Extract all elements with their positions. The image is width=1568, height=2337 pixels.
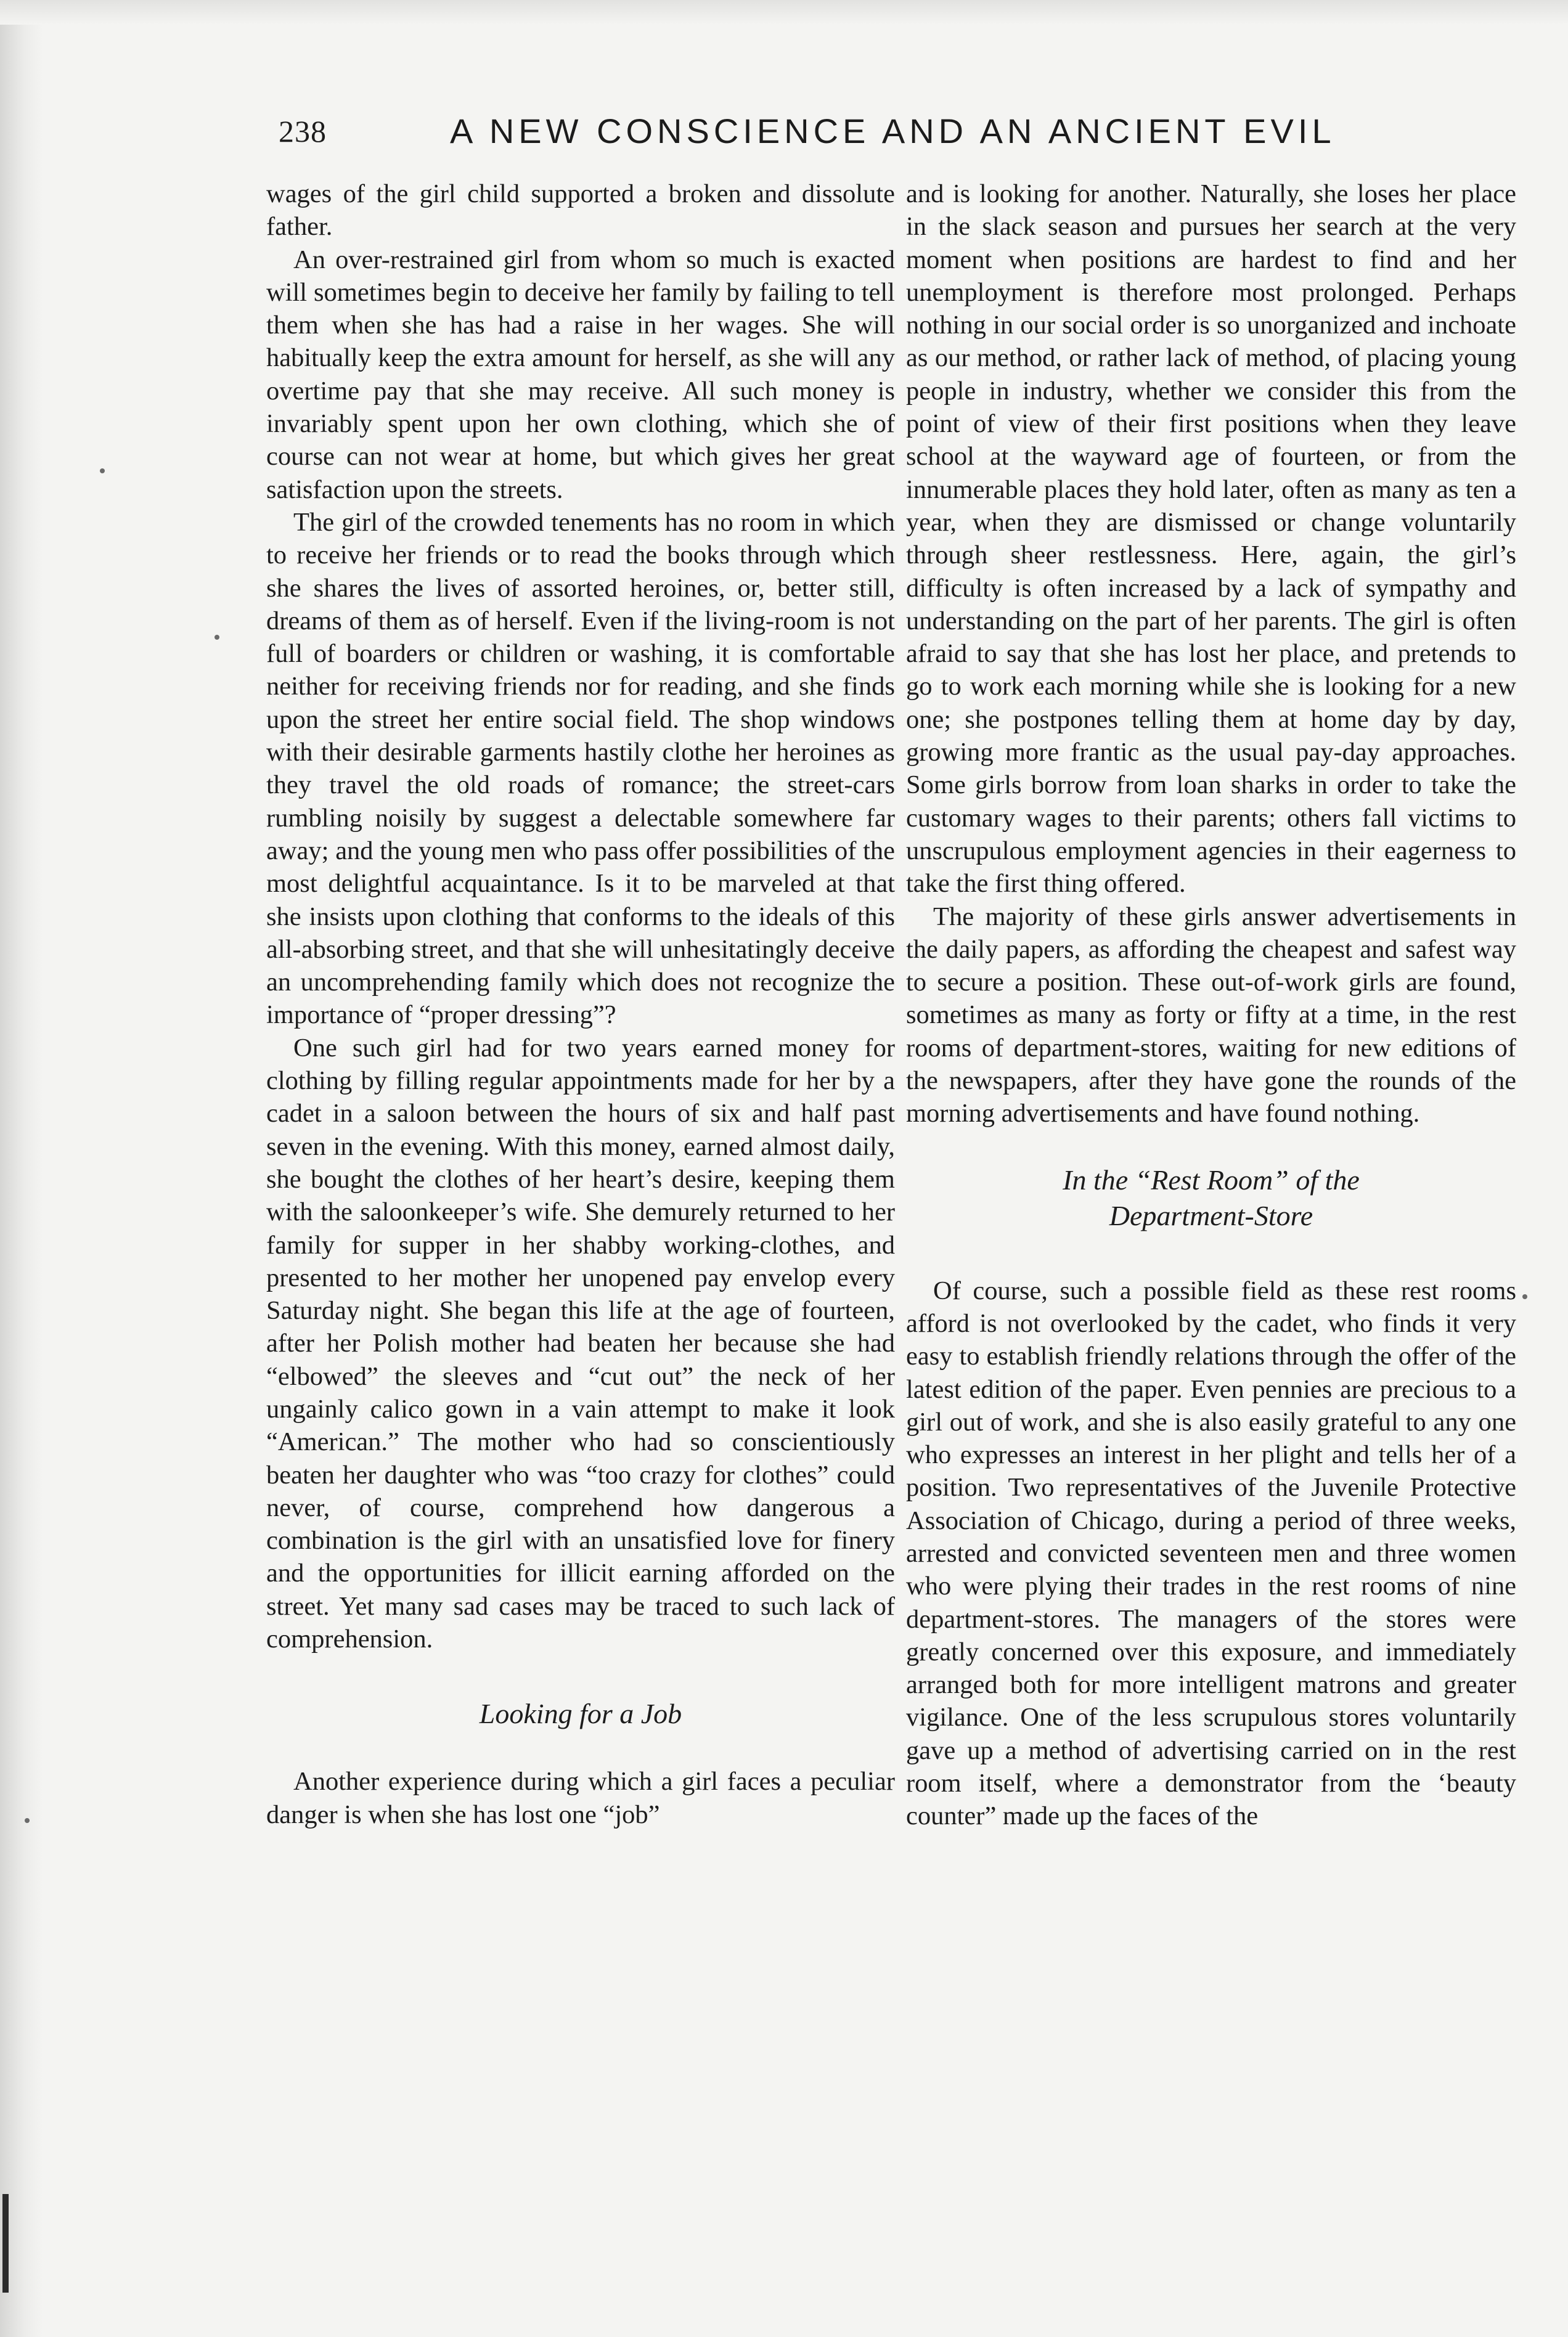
right-paragraph-3: Of course, such a possible field as these rest rooms afford is not overlooked by the cadet, who finds it very easy to establish friendly relations through the offer of the latest edition of the paper. Even pennies are precious to a girl out of work, and she is also easily grateful to any one who expresses an interest in her plight and tells her of a position. Two representatives of the Juvenile Protective Association of Chicago, during a period of three weeks, arrested and convicted seventeen men and three women who were plying their trades in the rest rooms of nine department-stores. The managers of the stores were greatly concerned over this exposure, and immediately arranged both for more intelligent matrons and greater vigilance. One of the less scrupulous stores voluntarily gave up a method of advertising carried on in the rest room itself, where a demonstrator from the ‘beauty counter” made up the faces of the <box>906 1276 1516 1831</box>
subheading-looking-for-a-job: Looking for a Job <box>479 1698 682 1730</box>
left-column <box>266 177 895 1831</box>
margin-speck <box>25 1818 30 1823</box>
subheading-rest-room <box>906 1130 1516 1275</box>
top-edge-shadow <box>0 0 1568 25</box>
margin-speck <box>1522 1294 1527 1299</box>
page-edge-mark <box>2 2194 9 2293</box>
left-paragraph-5: Another experience during which a girl faces a peculiar danger is when she has lost one “job” <box>266 1767 895 1829</box>
right-column <box>906 177 1516 1833</box>
page-header <box>279 105 1363 154</box>
left-paragraph-1: wages of the girl child supported a broken and dissolute father. <box>266 179 895 242</box>
margin-speck <box>214 635 219 640</box>
page-number: 238 <box>279 114 327 149</box>
left-paragraph-4: One such girl had for two years earned money for clothing by filling regular appointments made for her by a cadet in a saloon between the hours of six and half past seven in the evening. With this money, earned almost daily, she bought the clothes of her heart’s desire, keeping them with the saloonkeeper’s wife. She demurely returned to her family for supper in her shabby working-clothes, and presented to her mother her unopened pay envelop every Saturday night. She began this life at the age of fourteen, after her Polish mother had beaten her because she had “elbowed” the sleeves and “cut out” the neck of her ungainly calico gown in a vain attempt to make it look “American.” The mother who had so conscientiously beaten her daughter who was “too crazy for clothes” could never, of course, comprehend how dangerous a combination is the girl with an unsatisfied love for finery and the opportunities for illicit earning afforded on the street. Yet many sad cases may be traced to such lack of comprehension. <box>266 1033 895 1654</box>
left-paragraph-3: The girl of the crowded tenements has no room in which to receive her friends or to read the books through which she shares the lives of assorted heroines, or, better still, dreams of them as of herself. Even if the living-room is not full of boarders or children or washing, it is comfortable neither for receiving friends nor for reading, and she finds upon the street her entire social field. The shop windows with their desirable garments hastily clothe her heroines as they travel the old roads of romance; the street-cars rumbling noisily by suggest a delectable somewhere far away; and the young men who pass offer possibilities of the most delightful acquaintance. Is it to be marveled at that she insists upon clothing that conforms to the ideals of this all-absorbing street, and that she will unhesitatingly deceive an uncomprehending family which does not recognize the importance of “proper dressing”? <box>266 507 895 1030</box>
left-paragraph-2: An over-restrained girl from whom so much is exacted will sometimes begin to deceive her family by failing to tell them when she has had a raise in her wages. She will habitually keep the extra amount for herself, as she will any overtime pay that she may receive. All such money is invariably spent upon her own clothing, which she of course can not wear at home, but which gives her great satisfaction upon the streets. <box>266 245 895 504</box>
right-paragraph-1: and is looking for another. Naturally, she loses her place in the slack season and pursues her search at the very moment when positions are hardest to find and her unemployment is therefore most prolonged. Perhaps nothing in our social order is so unorganized and inchoate as our method, or rather lack of method, of placing young people in industry, whether we consider this from the point of view of their first positions when they leave school at the wayward age of fourteen, or from the innumerable places they hold later, often as many as ten a year, when they are dismissed or change voluntarily through sheer restlessness. Here, again, the girl’s difficulty is often increased by a lack of sympathy and understanding on the part of her parents. The girl is often afraid to say that she has lost her place, and pretends to go to work each morning while she is looking for a new one; she postpones telling them at home day by day, growing more frantic as the usual pay-day approaches. Some girls borrow from loan sharks in order to take the customary wages to their parents; others fall victims to unscrupulous employment agencies in their eagerness to take the first thing offered. <box>906 179 1516 899</box>
running-title: A NEW CONSCIENCE AND AN ANCIENT EVIL <box>450 112 1336 150</box>
subheading-rest-room-line-2: Department-Store <box>1109 1199 1313 1231</box>
binding-shadow <box>0 0 43 2337</box>
margin-speck <box>100 468 105 473</box>
right-paragraph-2: The majority of these girls answer advertisements in the daily papers, as affording the cheapest and safest way to secure a position. These out-of-work girls are found, sometimes as many as forty or fifty at a time, in the rest rooms of department-stores, waiting for new editions of the newspapers, after they have gone the rounds of the morning advertisements and have found nothing. <box>906 902 1516 1128</box>
subheading-rest-room-line-1: In the “Rest Room” of the <box>1063 1164 1360 1196</box>
